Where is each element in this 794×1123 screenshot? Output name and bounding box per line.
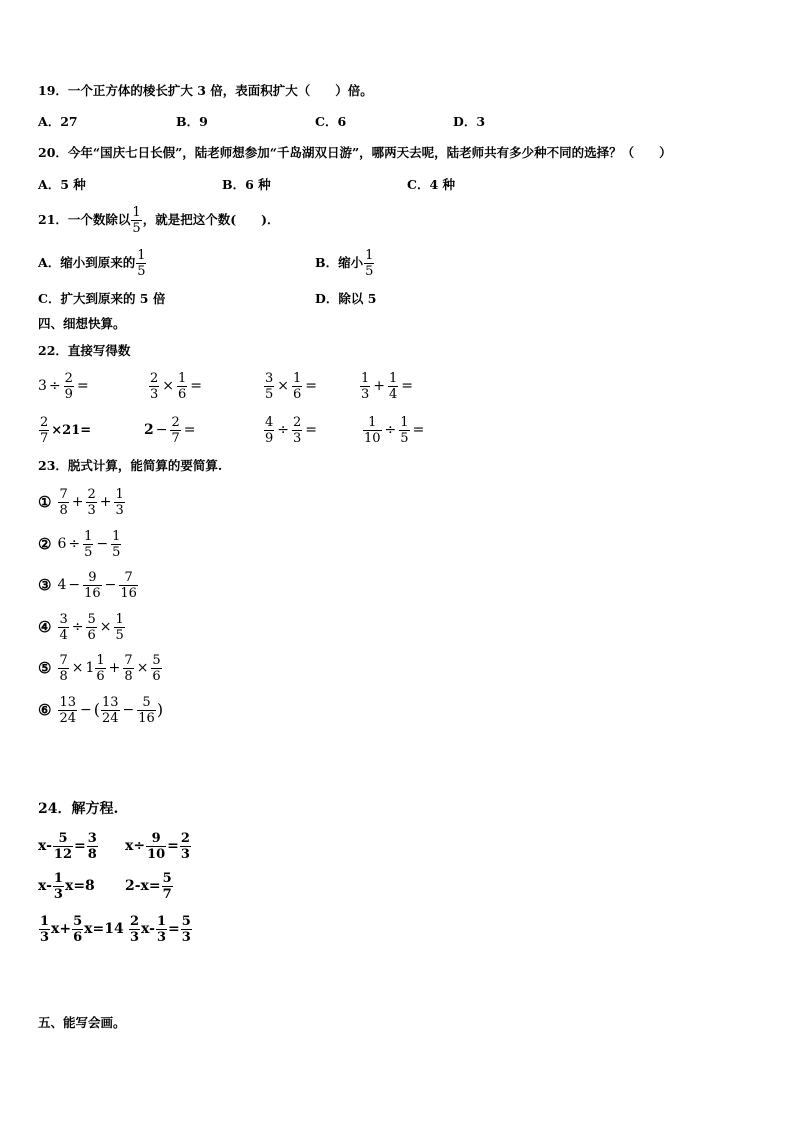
q22-item: $\frac{2}{3}$ × $\frac{1}{6}$ = [150,370,203,402]
q19-option-a: A．27 [38,113,78,129]
fraction: $\frac{2}{3}$ [150,370,159,402]
fraction: $\frac{5}{7}$ [162,870,172,902]
q22-item: $\frac{2}{7}$ ×21= [40,414,92,446]
fraction: $\frac{1}{3}$ [115,486,124,518]
question-19-text: 19．一个正方体的棱长扩大 3 倍，表面积扩大（ ）倍。 [38,82,373,98]
fraction: $\frac{1}{3}$ [40,913,50,945]
fraction: $\frac{13}{24}$ [59,694,76,726]
fraction: $\frac{5}{3}$ [181,913,191,945]
question-22-title: 22．直接写得数 [38,342,131,358]
q24-equation-1: x- $\frac{5}{12}$ = $\frac{3}{8}$ [38,830,97,862]
fraction: $\frac{1}{6}$ [96,652,105,684]
fraction: $\frac{2}{7}$ [171,414,180,446]
q23-item-2: ② 6 ÷ $\frac{1}{5}$ − $\frac{1}{5}$ [38,528,121,560]
fraction: $\frac{1}{4}$ [389,370,398,402]
q22-item: $\frac{3}{5}$ × $\frac{1}{6}$ = [265,370,318,402]
question-20 [38,129,672,177]
fraction: $\frac{7}{8}$ [59,486,68,518]
fraction: $\frac{7}{8}$ [59,652,68,684]
q23-item-5: ⑤ $\frac{7}{8}$ × 1 $\frac{1}{6}$ + $\frac{7}{8}$ × $\frac{5}{6}$ [38,652,161,684]
q22-item: $\frac{1}{3}$ + $\frac{1}{4}$ = [361,370,414,402]
fraction: $\frac{13}{24}$ [101,694,119,726]
q19-option-b: B．9 [176,113,208,129]
q22-item: 2 − $\frac{2}{7}$ = [144,414,196,446]
q24-equation-3: x- $\frac{1}{3}$ x=8 [38,870,95,902]
question-23-title: 23．脱式计算，能简算的要简算. [38,457,223,473]
fraction: $\frac{7}{16}$ [120,569,137,601]
fraction: $\frac{5}{6}$ [73,913,83,945]
fraction: $\frac{5}{6}$ [152,652,161,684]
q23-item-1: ① $\frac{7}{8}$ + $\frac{2}{3}$ + $\frac{1}{3}$ [38,486,124,518]
q21-option-c: C．扩大到原来的 5 倍 [38,290,166,306]
q21-option-b: B．缩小 $\frac{1}{5}$ [315,247,374,279]
fraction: $\frac{2}{3}$ [180,830,190,862]
question-21: 21．一个数除以 $\frac{1}{5}$ ，就是把这个数( )． [38,204,280,236]
fraction: $\frac{1}{5}$ [115,611,124,643]
fraction: $\frac{3}{4}$ [59,611,68,643]
fraction: $\frac{3}{8}$ [87,830,97,862]
question-20-text: 20．今年“国庆七日长假”，陆老师想参加“千岛湖双日游”，哪两天去呢，陆老师共有多少种不同的选择？（ ） [38,144,672,160]
q20-option-c: C．4 种 [407,176,455,192]
fraction: $\frac{1}{5}$ [132,204,141,236]
q21-option-d: D．除以 5 [315,290,377,306]
section-4-heading: 四、细想快算。 [38,315,126,331]
q22-item: $\frac{1}{10}$ ÷ $\frac{1}{5}$ = [364,414,425,446]
q19-option-d: D．3 [453,113,486,129]
fraction: $\frac{2}{3}$ [130,913,140,945]
fraction: $\frac{2}{3}$ [87,486,96,518]
q23-item-3: ③ 4 − $\frac{9}{16}$ − $\frac{7}{16}$ [38,569,137,601]
fraction: $\frac{1}{5}$ [84,528,93,560]
fraction: $\frac{1}{6}$ [293,370,302,402]
fraction: $\frac{5}{12}$ [53,830,73,862]
q20-option-b: B．6 种 [222,176,271,192]
q23-item-6: ⑥ $\frac{13}{24}$ − ( $\frac{13}{24}$ − $\frac{5}{16}$ ) [38,694,164,726]
q22-item: $\frac{4}{9}$ ÷ $\frac{2}{3}$ = [265,414,318,446]
fraction: $\frac{1}{3}$ [53,870,63,902]
q24-equation-2: x÷ $\frac{9}{10}$ = $\frac{2}{3}$ [125,830,190,862]
question-24-title: 24．解方程. [38,801,119,817]
fraction: $\frac{2}{9}$ [64,370,73,402]
fraction: $\frac{4}{9}$ [265,414,274,446]
q22-item: 3 ÷ $\frac{2}{9}$ = [38,370,89,402]
q24-equation-5: $\frac{1}{3}$ x+ $\frac{5}{6}$ x=14 [40,913,124,945]
fraction: $\frac{1}{5}$ [400,414,409,446]
q24-equation-6: $\frac{2}{3}$ x- $\frac{1}{3}$ = $\frac{5}{3}$ [130,913,191,945]
fraction: $\frac{9}{10}$ [147,830,166,862]
q23-item-4: ④ $\frac{3}{4}$ ÷ $\frac{5}{6}$ × $\frac{1}{5}$ [38,611,124,643]
fraction: $\frac{1}{5}$ [112,528,121,560]
fraction: $\frac{2}{3}$ [293,414,302,446]
fraction: $\frac{2}{7}$ [40,414,49,446]
fraction: $\frac{7}{8}$ [124,652,133,684]
fraction: $\frac{3}{5}$ [265,370,274,402]
q19-option-c: C．6 [315,113,347,129]
fraction: $\frac{5}{6}$ [87,611,96,643]
q20-option-a: A．5 种 [38,176,86,192]
fraction: $\frac{1}{5}$ [137,247,146,279]
fraction: $\frac{1}{3}$ [361,370,370,402]
mixed-number: 1 $\frac{1}{6}$ [85,652,105,684]
fraction: $\frac{1}{3}$ [156,913,167,945]
fraction: $\frac{1}{5}$ [365,247,374,279]
fraction: $\frac{9}{16}$ [84,569,101,601]
q24-equation-4: 2-x= $\frac{5}{7}$ [125,870,172,902]
fraction: $\frac{1}{10}$ [364,414,381,446]
fraction: $\frac{5}{16}$ [138,694,155,726]
fraction: $\frac{1}{6}$ [178,370,187,402]
section-5-heading: 五、能写会画。 [38,1014,126,1030]
q21-option-a: A．缩小到原来的 $\frac{1}{5}$ [38,247,146,279]
